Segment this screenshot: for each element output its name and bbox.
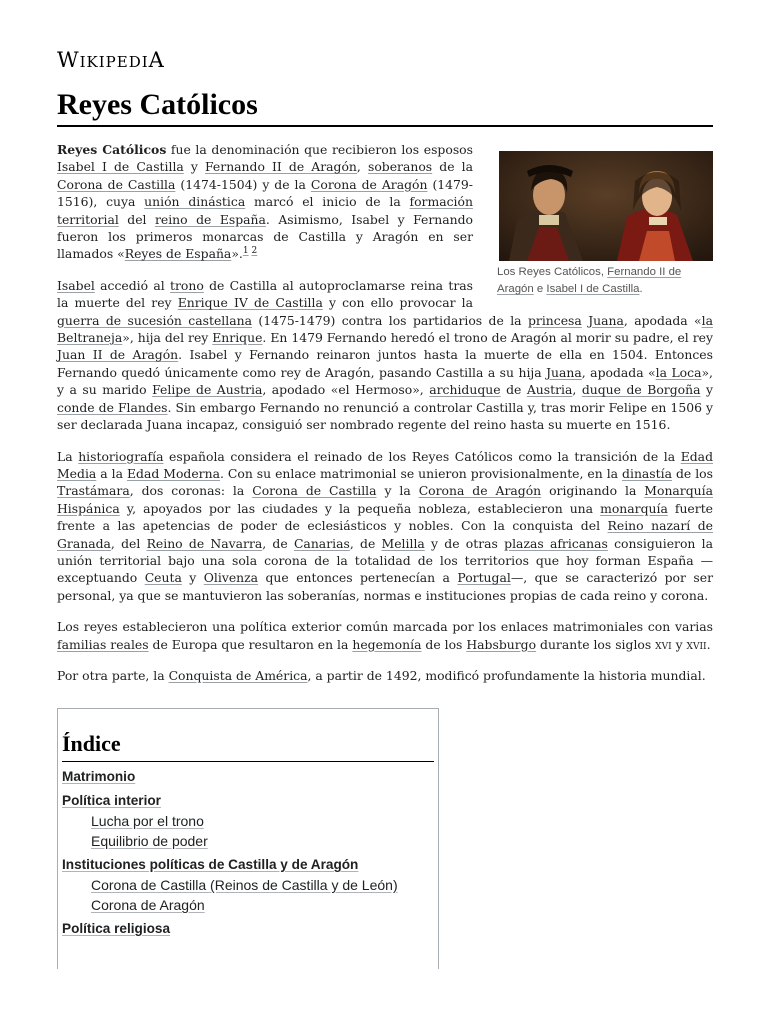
lead-term: Reyes Católicos bbox=[57, 142, 167, 157]
intro-paragraph-2: Isabel accedió al trono de Castilla al autoproclamarse reina tras la muerte del rey Enrique IV de Castilla y con ello provocar la guerra de sucesión castellana (1475-1479) contra los partidarios de la princesa Juana, apodada «la Beltraneja», hija del rey Enrique. En 1479 Fernando heredó el trono de Aragón al morir su padre, el rey Juan II de Aragón. Isabel y Fernando reinaron juntos hasta la muerte de ella en 1504. Entonces Fernando quedó únicamente como rey de Aragón, pasando Castilla a su hija Juana, apodada «la Loca», y a su marido Felipe de Austria, apodado «el Hermoso», archiduque de Austria, duque de Borgoña y conde de Flandes. Sin embargo Fernando no renunció a controlar Castilla y, tras morir Felipe en 1506 y ser declarada Juana incapaz, consiguió ser nombrado regente del reino hasta su muerte en 1516. bbox=[57, 277, 713, 433]
article-link[interactable]: la Beltraneja bbox=[57, 312, 713, 346]
article-link[interactable]: Enrique IV de Castilla bbox=[177, 295, 323, 311]
toc-link[interactable]: Política interior bbox=[62, 793, 161, 808]
article-link[interactable]: princesa bbox=[527, 312, 582, 328]
article-link[interactable]: Canarias bbox=[293, 535, 350, 551]
toc-item-corona-de-castilla[interactable] bbox=[62, 875, 434, 895]
toc-item-corona-de-aragon[interactable] bbox=[62, 895, 434, 915]
toc-link[interactable]: Corona de Castilla (Reinos de Castilla y de León) bbox=[91, 877, 398, 893]
toc-item-politica-religiosa[interactable] bbox=[62, 919, 434, 939]
article-link[interactable]: Corona de Castilla bbox=[252, 483, 377, 499]
article-link[interactable]: unión dinástica bbox=[144, 194, 246, 210]
article-link[interactable]: formación territorial bbox=[57, 194, 473, 227]
article-link[interactable]: reino de España bbox=[154, 211, 266, 227]
article-link[interactable]: Juana bbox=[546, 364, 582, 380]
toc-title: Índice bbox=[62, 731, 121, 756]
article-link[interactable]: Isabel bbox=[57, 277, 95, 293]
article-link[interactable]: Juana bbox=[588, 312, 624, 328]
article-link[interactable]: Enrique bbox=[212, 330, 263, 346]
article-link[interactable]: Conquista de América bbox=[168, 667, 308, 683]
article-link[interactable]: Austria bbox=[526, 382, 573, 398]
article-link[interactable]: Reino de Navarra bbox=[146, 535, 263, 551]
toc-link[interactable]: Corona de Aragón bbox=[91, 897, 205, 913]
reference-link[interactable]: 1 bbox=[242, 246, 249, 257]
intro-paragraph-4: Los reyes establecieron una política exterior común marcada por los enlaces matrimoniales con varias familias reales de Europa que resultaron en la hegemonía de los Habsburgo durante los siglos xvi y xvii. bbox=[57, 619, 713, 652]
article-link[interactable]: Ceuta bbox=[144, 570, 182, 586]
intro-paragraph-3: La historiografía española considera el reinado de los Reyes Católicos como la transición de la Edad Media a la Edad Moderna. Con su enlace matrimonial se unieron provisionalmente, en la dinastía de los Trastámara, dos coronas: la Corona de Castilla y la Corona de Aragón originando la Monarquía Hispánica y, apoyados por las ciudades y la pequeña nobleza, establecieron una monarquía fuerte frente a las apetencias de poder de eclesiásticos y nobles. Con la conquista del Reino nazarí de Granada, del Reino de Navarra, de Canarias, de Melilla y de otras plazas africanas consiguieron la unión territorial bajo una sola corona de la totalidad de los territorios que hoy forman España —exceptuando Ceuta y Olivenza que entonces pertenecían a Portugal—, que se caracterizó por ser personal, ya que se mantuvieron las soberanías, normas e instituciones propias de cada reino y corona. bbox=[57, 448, 714, 603]
article-link[interactable]: Corona de Aragón bbox=[310, 176, 428, 192]
toc-item-lucha-por-el-trono[interactable] bbox=[62, 811, 434, 831]
article-link[interactable]: Portugal bbox=[457, 570, 511, 586]
intro-paragraph-1: Reyes Católicos fue la denominación que recibieron los esposos Isabel I de Castilla y Fernando II de Aragón, soberanos de la Corona de Castilla (1474-1504) y de la Corona de Aragón (1479-1516), cuya unión dinástica marcó el inicio de la formación territorial del reino de España. Asimismo, Isabel y Fernando fueron los primeros monarcas de Castilla y Aragón en ser llamados «Reyes de España».$^{1 2}$ bbox=[57, 142, 474, 262]
article-link[interactable]: Monarquía Hispánica bbox=[57, 483, 713, 516]
century-numeral: xvi bbox=[655, 636, 672, 652]
toc-item-equilibrio-de-poder[interactable] bbox=[62, 831, 434, 851]
article-link[interactable]: Habsburgo bbox=[466, 636, 537, 652]
toc-item-matrimonio[interactable] bbox=[62, 767, 434, 787]
article-body bbox=[57, 141, 713, 698]
article-link[interactable]: historiografía bbox=[78, 448, 164, 464]
toc-list bbox=[62, 767, 434, 939]
toc-item-politica-interior[interactable] bbox=[62, 791, 434, 811]
reference-link[interactable]: 2 bbox=[251, 246, 258, 257]
article-link[interactable]: Edad Moderna bbox=[126, 465, 220, 481]
reyes-catolicos-portrait-image[interactable] bbox=[499, 151, 713, 261]
article-link[interactable]: archiduque bbox=[429, 382, 501, 398]
article-link[interactable]: familias reales bbox=[57, 636, 149, 652]
article-link[interactable]: Corona de Aragón bbox=[418, 483, 542, 499]
article-link[interactable]: hegemonía bbox=[352, 636, 422, 652]
article-link[interactable]: Melilla bbox=[381, 535, 425, 551]
article-link[interactable]: soberanos bbox=[367, 159, 433, 175]
title-divider bbox=[57, 125, 713, 127]
article-link[interactable]: Reino nazarí de Granada bbox=[57, 518, 714, 551]
intro-paragraph-5: Por otra parte, la Conquista de América, a partir de 1492, modificó profundamente la historia mundial. bbox=[57, 667, 706, 683]
toc-link[interactable]: Lucha por el trono bbox=[91, 813, 204, 829]
toc-link[interactable]: Instituciones políticas de Castilla y de Aragón bbox=[62, 857, 359, 872]
toc-link[interactable]: Política religiosa bbox=[62, 921, 171, 936]
article-link[interactable]: la Loca bbox=[655, 364, 702, 380]
article-link[interactable]: guerra de sucesión castellana bbox=[57, 312, 252, 328]
article-link[interactable]: conde de Flandes bbox=[57, 399, 168, 415]
article-link[interactable]: dinastía bbox=[622, 465, 672, 481]
infobox-figure bbox=[495, 141, 713, 298]
article-link[interactable]: Trastámara bbox=[57, 483, 130, 499]
article-link[interactable]: trono bbox=[170, 277, 204, 293]
table-of-contents bbox=[57, 708, 439, 969]
article-link[interactable]: Edad Media bbox=[57, 448, 713, 481]
article-link[interactable]: Juan II de Aragón bbox=[57, 347, 179, 363]
toc-link[interactable]: Equilibrio de poder bbox=[91, 833, 208, 849]
century-numeral: xvii bbox=[686, 636, 707, 652]
article-link[interactable]: Fernando II de Aragón bbox=[205, 159, 357, 175]
article-link[interactable]: Isabel I de Castilla bbox=[57, 159, 184, 175]
article-link[interactable]: monarquía bbox=[600, 500, 668, 516]
article-link[interactable]: plazas africanas bbox=[504, 535, 608, 551]
article-link[interactable]: duque de Borgoña bbox=[581, 382, 701, 398]
article-link[interactable]: Felipe de Austria bbox=[152, 382, 263, 398]
caption-link-isabel[interactable]: Isabel I de Castilla bbox=[546, 283, 640, 295]
toc-item-instituciones-politicas[interactable] bbox=[62, 855, 434, 875]
figure-caption: Los Reyes Católicos, Fernando II de Aragón e Isabel I de Castilla. bbox=[497, 266, 682, 295]
toc-divider bbox=[62, 761, 434, 762]
toc-link[interactable]: Matrimonio bbox=[62, 769, 136, 784]
page-title: Reyes Católicos bbox=[57, 88, 258, 121]
wikipedia-wordmark[interactable]: WikipediA bbox=[57, 48, 165, 72]
caption-link-fernando[interactable]: Fernando II de Aragón bbox=[497, 266, 682, 295]
article-link[interactable]: Reyes de España bbox=[124, 246, 232, 262]
article-link[interactable]: Corona de Castilla bbox=[57, 176, 176, 192]
article-link[interactable]: Olivenza bbox=[203, 570, 259, 586]
